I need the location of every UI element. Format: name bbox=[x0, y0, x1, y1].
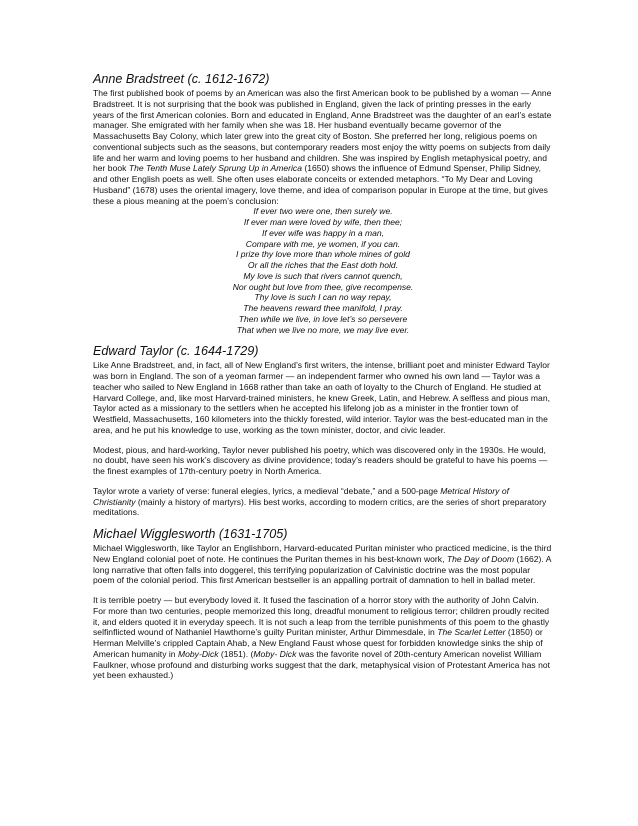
body-paragraph: Modest, pious, and hard-working, Taylor never published his poetry, which was discovered only in the 1930s. He would, no doubt, have seen his work’s discovery as divine providence; today’s readers should be grateful to have his poems — the finest examples of 17th-century poetry in North America. bbox=[93, 444, 548, 476]
book-title: Metrical History of Christianity bbox=[93, 485, 510, 507]
body-paragraph: Taylor wrote a variety of verse: funeral elegies, lyrics, a medieval “debate,” and a 500-page Metrical History of Christianity (mainly a history of martyrs). His best works, according to modern critics, are the series of short preparatory meditations. bbox=[93, 485, 547, 518]
section-anne-bradstreet bbox=[93, 72, 553, 335]
poem-line: Thy love is such I can no way repay, bbox=[254, 292, 392, 303]
book-title: The Tenth Muse Lately Sprung Up in America bbox=[128, 163, 302, 174]
poem-line: Then while we live, in love let’s so persevere bbox=[238, 313, 408, 324]
book-title: The Scarlet Letter bbox=[437, 627, 506, 638]
section-michael-wigglesworth bbox=[93, 527, 553, 681]
poem-line: That when we live no more, we may live ever. bbox=[236, 324, 410, 335]
book-title: Moby-Dick bbox=[177, 648, 219, 659]
body-paragraph: The first published book of poems by an American was also the first American book to be published by a woman — Anne Bradstreet. It is not surprising that the book was published in England, given the lack of printing presses in the early years of the first American colonies. Born and educated in England, Anne Bradstreet was the daughter of an earl’s estate manager. She emigrated with her family when she was 18. Her husband eventually became governor of the Massachusetts Bay Colony, which later grew into the great city of Boston. She preferred her long, religious poems on conventional subjects such as the seasons, but contemporary readers most enjoy the witty poems on subjects from daily life and her warm and loving poems to her husband and children. She was inspired by English metaphysical poetry, and her book The Tenth Muse Lately Sprung Up in America (1650) shows the influence of Edmund Spenser, Philip Sidney, and other English poets as well. She often uses elaborate conceits or extended metaphors. “To My Dear and Loving Husband” (1678) uses the oriental imagery, love theme, and idea of comparison popular in Europe at the time, but gives these a pious meaning at the poem’s conclusion: bbox=[93, 88, 552, 206]
poem-line: Nor ought but love from thee, give recompense. bbox=[232, 281, 414, 292]
section-heading: Edward Taylor (c. 1644-1729) bbox=[93, 344, 259, 359]
poem-line: If ever man were loved by wife, then thee; bbox=[243, 217, 403, 227]
section-edward-taylor bbox=[93, 344, 553, 518]
poem-line: Compare with me, ye women, if you can. bbox=[245, 238, 401, 249]
body-paragraph: Michael Wigglesworth, like Taylor an Englishborn, Harvard-educated Puritan minister who practiced medicine, is the third New England colonial poet of note. He continues the Puritan themes in his best-known work, The Day of Doom (1662). A long narrative that often falls into doggerel, this terrifying popularization of Calvinistic doctrine was the most popular poem of the colonial period. This first American bestseller is an appalling portrait of damnation to hell in ballad meter. bbox=[93, 543, 552, 586]
poem-line: If ever two were one, then surely we. bbox=[253, 206, 393, 217]
section-heading: Michael Wigglesworth (1631-1705) bbox=[93, 527, 288, 541]
poem-line: The heavens reward thee manifold, I pray. bbox=[243, 303, 403, 313]
body-paragraph: Like Anne Bradstreet, and, in fact, all of New England’s first writers, the intense, brilliant poet and minister Edward Taylor was born in England. The son of a yeoman farmer — an independent farmer who owned his own land — Taylor was a teacher who sailed to New England in 1668 rather than take an oath of loyalty to the Church of England. He studied at Harvard College, and, like most Harvard-trained ministers, he knew Greek, Latin, and Hebrew. A selfless and pious man, Taylor acted as a missionary to the settlers when he accepted his lifelong job as a minister in the frontier town of Westfield, Massachusetts, 160 kilometers into the thickly forested, wild interior. Taylor was the best-educated man in the area, and he put his knowledge to use, working as the town minister, doctor, and civic leader. bbox=[93, 360, 550, 435]
poem-line: I prize thy love more than whole mines of gold bbox=[236, 249, 410, 260]
poem-line: My love is such that rivers cannot quench, bbox=[243, 270, 403, 281]
poem-excerpt bbox=[93, 206, 553, 335]
section-heading: Anne Bradstreet (c. 1612-1672) bbox=[93, 72, 270, 86]
poem-line: If ever wife was happy in a man, bbox=[261, 227, 385, 238]
book-title: Moby- Dick bbox=[253, 648, 297, 659]
body-paragraph: It is terrible poetry — but everybody loved it. It fused the fascination of a horror story with the authority of John Calvin. For more than two centuries, people memorized this long, dreadful monument to religious terror; children proudly recited it, and elders quoted it in everyday speech. It is not such a leap from the terrible punishments of this poem to the ghastly selfinflicted wound of Nathaniel Hawthorne’s guilty Puritan minister, Arthur Dimmesdale, in The Scarlet Letter (1850) or Herman Melville’s crippled Captain Ahab, a New England Faust whose quest for forbidden knowledge sinks the ship of American humanity in Moby-Dick (1851). (Moby- Dick was the favorite novel of 20th-century American novelist William Faulkner, whose profound and disturbing works suggest that the dark, metaphysical vision of Protestant America has not yet been exhausted.) bbox=[93, 595, 551, 681]
book-title: The Day of Doom bbox=[446, 553, 515, 564]
document-page bbox=[93, 72, 553, 690]
poem-line: Or all the riches that the East doth hold. bbox=[247, 260, 399, 270]
